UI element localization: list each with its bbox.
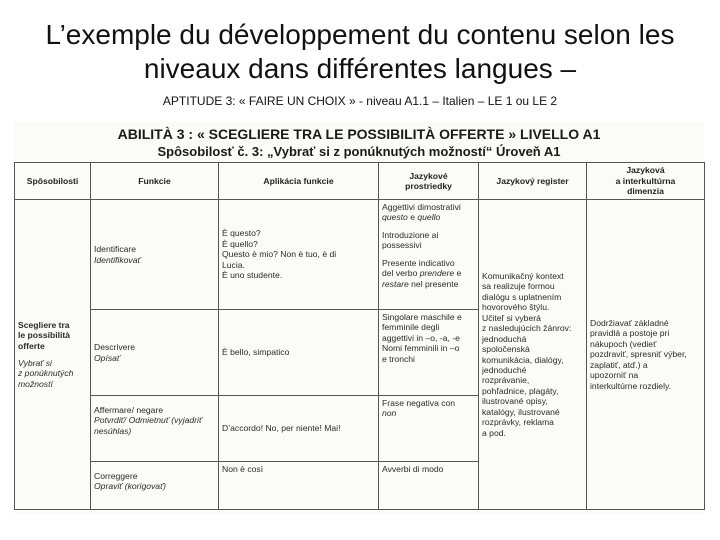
- table-row: [15, 200, 705, 310]
- language-means-correggere: Avverbi di modo: [379, 462, 479, 510]
- function-correggere: Correggere Opraviť (korigovať): [91, 462, 219, 510]
- slide-subtitle: APTITUDE 3: « FAIRE UN CHOIX » - niveau A1.1 – Italien – LE 1 ou LE 2: [162, 94, 558, 108]
- header-jazykovy-register: Jazykový register: [479, 163, 587, 200]
- ability-cell: Scegliere tra le possibilità offerte Vybrať si z ponúknutých možností: [15, 200, 91, 510]
- header-dimenzia: Jazyková a interkultúrna dimenzia: [587, 163, 705, 200]
- function-descrivere: Descrivere Opísať: [91, 310, 219, 396]
- header-funkcie: Funkcie: [91, 163, 219, 200]
- table-header-row: [15, 163, 705, 200]
- slide-title-line-2: niveaux dans différentes langues –: [143, 53, 577, 84]
- header-aplikacia-funkcie: Aplikácia funkcie: [219, 163, 379, 200]
- document-heading-slovak: Spôsobilosť č. 3: „Vybrať si z ponúknutých možností“ Úroveň A1: [157, 144, 561, 159]
- header-jazykove-prostriedky: Jazykové prostriedky: [379, 163, 479, 200]
- slide-title-line-1: L’exemple du développement du contenu selon les: [45, 19, 675, 50]
- intercultural-dimension-cell: Dodržiavať základné pravidlá a postoje pri nákupoch (vedieť pozdraviť, spresniť výber, zaplatiť, atď.) a upozorniť na interkultúrne rozdiely.: [587, 200, 705, 510]
- function-affermare-negare: Affermare/ negare Potvrdiť/ Odmietnuť (vyjadriť nesúhlas): [91, 396, 219, 462]
- language-means-affermare-negare: Frase negativa con non: [379, 396, 479, 462]
- application-correggere: Non è così: [219, 462, 379, 510]
- function-identificare: Identificare Identifikovať: [91, 200, 219, 310]
- application-identificare: È questo? È quello? Questo è mio? Non è tuo, è di Lucia. È uno studente.: [219, 200, 379, 310]
- language-means-descrivere: Singolare maschile e femminile degli aggettivi in –o, -a, -e Nomi femminili in –o e tronchi: [379, 310, 479, 396]
- application-descrivere: È bello, simpatico: [219, 310, 379, 396]
- document-heading-italian: ABILITÀ 3 : « SCEGLIERE TRA LE POSSIBILITÀ OFFERTE » LIVELLO A1: [117, 126, 601, 142]
- application-affermare-negare: D’accordo! No, per niente! Mai!: [219, 396, 379, 462]
- scanned-document: [14, 122, 704, 514]
- header-spodobilosti: Spôsobilosti: [15, 163, 91, 200]
- curriculum-table: [14, 162, 705, 510]
- language-means-identificare: Aggettivi dimostrativi questo e quello Introduzione ai possessivi Presente indicativo del verbo prendere e restare nel presente: [379, 200, 479, 310]
- slide-title: [0, 18, 720, 86]
- register-cell: Komunikačný kontext sa realizuje formou dialógu s uplatnením hovorového štýlu. Učiteľ si vyberá z nasledujúcich žánrov: jednoduchá spoločenská komunikácia, dialógy, jednoduché rozprávanie, pohľadnice, plagáty, ilustrované opisy, katalógy, ilustrované rozprávky, reklama a pod.: [479, 200, 587, 510]
